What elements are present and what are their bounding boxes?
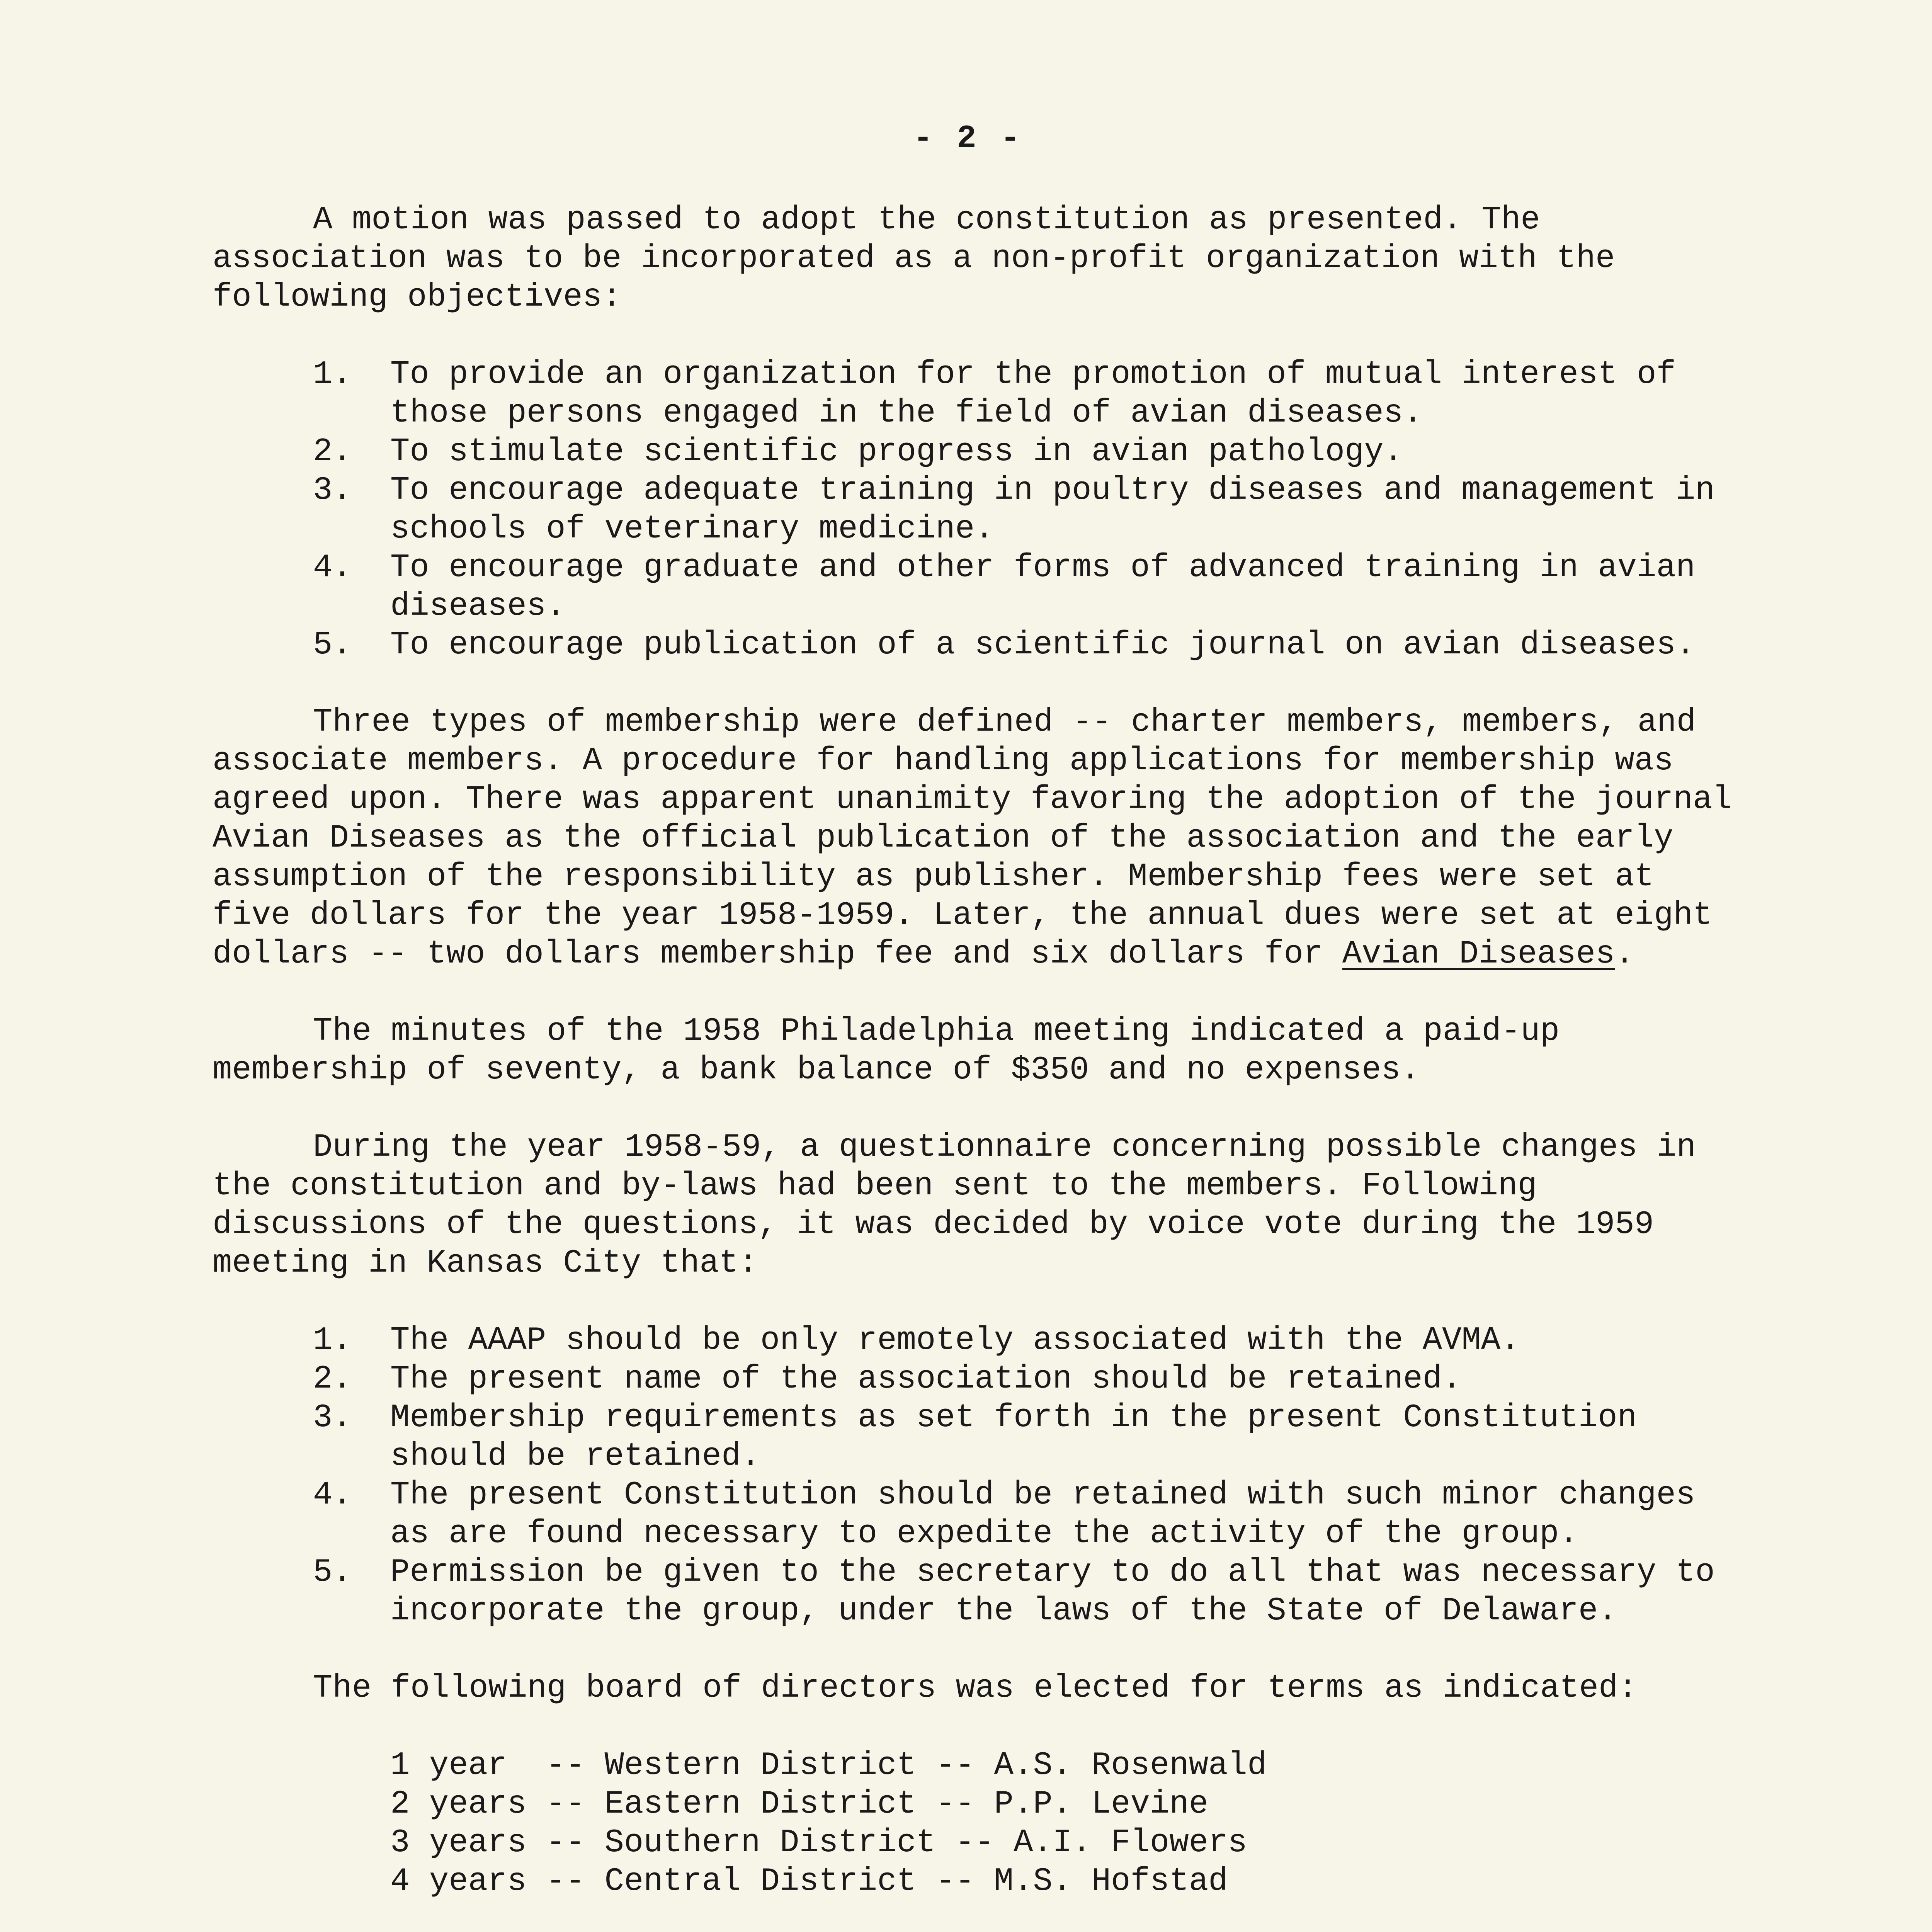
paragraph-board: The following board of directors was elected for terms as indicated:: [313, 1670, 1638, 1707]
director-term: 3 years -- Southern District -- A.I. Flowers: [390, 1825, 1247, 1861]
list-item: [213, 355, 1743, 433]
list-text: The present name of the association should be retained.: [390, 1361, 1462, 1398]
list-text: To encourage adequate training in poultry diseases and management in schools of veterinary medicine.: [390, 472, 1715, 548]
objectives-list: [213, 355, 1743, 665]
list-number: 1.: [313, 356, 352, 393]
list-number: 5.: [313, 1554, 352, 1591]
journal-title-underlined: Avian Diseases: [1342, 936, 1615, 973]
list-number: 4.: [313, 549, 352, 586]
list-number: 3.: [313, 472, 352, 509]
list-text: Membership requirements as set forth in the present Constitution should be retained.: [390, 1400, 1637, 1475]
list-text: Permission be given to the secretary to do all that was necessary to incorporate the group, under the laws of the State of Delaware.: [390, 1554, 1715, 1629]
list-item: [213, 549, 1743, 626]
list-text: To encourage publication of a scientific journal on avian diseases.: [390, 627, 1696, 663]
paragraph-questionnaire: During the year 1958-59, a questionnaire concerning possible changes in the constitution and by-laws had been sent to the members. Following discussions of the questions, it was decided by voice vote during the 1959 meeting in Kansas City that:: [213, 1129, 1716, 1282]
directors-list: [213, 1747, 1743, 1901]
director-term: 2 years -- Eastern District -- P.P. Levine: [390, 1786, 1209, 1823]
page-number: - 2 -: [913, 121, 1022, 157]
list-item: [213, 1399, 1743, 1476]
list-text: To encourage graduate and other forms of advanced training in avian diseases.: [390, 549, 1696, 625]
list-item: [213, 626, 1743, 665]
list-number: 2.: [313, 1361, 352, 1398]
paragraph-membership: [213, 703, 1752, 974]
paragraph-end-punct: .: [1615, 936, 1634, 973]
list-text: To stimulate scientific progress in avian pathology.: [390, 434, 1403, 470]
list-number: 4.: [313, 1477, 352, 1514]
list-item: [213, 1360, 1743, 1399]
director-term: 1 year -- Western District -- A.S. Rosenwald: [390, 1747, 1267, 1784]
list-item: [213, 1553, 1743, 1631]
list-item: [213, 1321, 1743, 1360]
director-term: 4 years -- Central District -- M.S. Hofstad: [390, 1863, 1228, 1900]
list-item: [213, 433, 1743, 471]
list-number: 5.: [313, 627, 352, 663]
list-number: 1.: [313, 1322, 352, 1359]
list-text: The present Constitution should be retained with such minor changes as are found necessary to expedite the activity of the group.: [390, 1477, 1696, 1552]
list-item: [213, 471, 1743, 549]
document-body: [213, 201, 1752, 1932]
paragraph-membership-text: Three types of membership were defined -- charter members, members, and associate members. A procedure for handling applications for membership was agreed upon. There was apparent unanimity favoring the adoption of the journal Avian Diseases as the official publication of the association and the early assumption of the responsibility as publisher. Membership fees were set at five dollars for the year 1958-1959. Later, the annual dues were set at eight dollars -- two dollars membership fee and six dollars for: [213, 704, 1752, 973]
list-item: [213, 1476, 1743, 1553]
paragraph-constitution: A motion was passed to adopt the constitution as presented. The association was to be incorporated as a non-profit organization with the following objectives:: [213, 202, 1634, 316]
list-number: 2.: [313, 434, 352, 470]
list-number: 3.: [313, 1400, 352, 1436]
decisions-list: [213, 1321, 1743, 1631]
list-text: The AAAP should be only remotely associated with the AVMA.: [390, 1322, 1520, 1359]
paragraph-minutes: The minutes of the 1958 Philadelphia meeting indicated a paid-up membership of seventy, a bank balance of $350 and no expenses.: [213, 1013, 1579, 1088]
list-text: To provide an organization for the promotion of mutual interest of those persons engaged in the field of avian diseases.: [390, 356, 1676, 432]
